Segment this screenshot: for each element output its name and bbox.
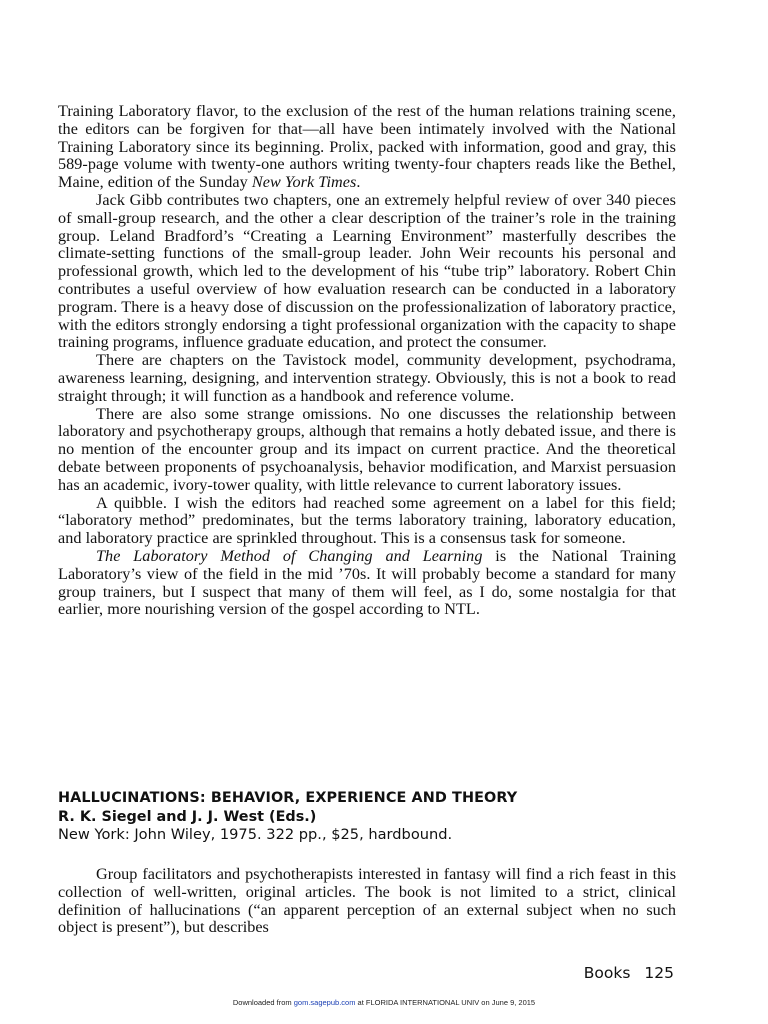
paragraph-text-end: is the National Training Laboratory’s view of the field in the mid ’70s. It will probably become a standard for many group trainers, but I suspect that many of them will feel, as I do, some nostalgia for that earlier, more nourishing version of the gospel according to NTL.: [58, 546, 676, 619]
page-footer-folio: [584, 964, 674, 982]
download-suffix: at FLORIDA INTERNATIONAL UNIV on June 9, 2015: [355, 998, 536, 1007]
download-notice: [0, 998, 768, 1007]
section-label: Books: [583, 964, 631, 982]
review-body-previous: [58, 103, 676, 619]
review-book-title: HALLUCINATIONS: BEHAVIOR, EXPERIENCE AND THEORY: [58, 790, 518, 806]
paragraph-text: A quibble. I wish the editors had reached some agreement on a label for this field; “laboratory method” predominates, but the terms laboratory training, laboratory education, and laboratory practice are sprinkled throughout. This is a consensus task for someone.: [58, 493, 676, 548]
download-prefix: Downloaded from: [232, 998, 294, 1007]
paragraph-5: [58, 495, 676, 548]
paragraph-4: [58, 406, 676, 495]
source-link[interactable]: gom.sagepub.com: [293, 998, 356, 1007]
paragraph-text: Jack Gibb contributes two chapters, one an extremely helpful review of over 340 pieces of small-group research, and the other a clear description of the trainer’s role in the training group. Leland Bradford’s “Creating a Learning Environment” masterfully describes the climate-setting functions of the small-group leader. John Weir recounts his personal and professional growth, which led to the development of his “tube trip” laboratory. Robert Chin contributes a useful overview of how evaluation research can be conducted in a laboratory program. There is a heavy dose of discussion on the professionalization of laboratory practice, with the editors strongly endorsing a tight professional organization with the capacity to shape training programs, influence graduate education, and protect the consumer.: [58, 190, 676, 352]
review-book-editors: R. K. Siegel and J. J. West (Eds.): [58, 808, 317, 825]
review-publication-info: New York: John Wiley, 1975. 322 pp., $25, hardbound.: [58, 826, 453, 843]
book-title-italic: The Laboratory Method of Changing and Learning: [96, 546, 483, 565]
paragraph-6: [58, 548, 676, 619]
paragraph-1: [58, 103, 676, 192]
paragraph-text: There are also some strange omissions. No one discusses the relationship between laboratory and psychotherapy groups, although that remains a hotly debated issue, and there is no mention of the encounter group and its impact on current practice. And the theoretical debate between proponents of psychoanalysis, behavior modification, and Marxist persuasion has an academic, ivory-tower quality, with little relevance to current laboratory issues.: [58, 404, 676, 494]
page-number: 125: [644, 964, 674, 982]
paragraph-text: Training Laboratory flavor, to the exclusion of the rest of the human relations training scene, the editors can be forgiven for that—all have been intimately involved with the National Training Laboratory since its beginning. Prolix, packed with information, good and gray, this 589-page volume with twenty-one authors writing twenty-four chapters reads like the Bethel, Maine, edition of the Sunday: [58, 102, 676, 192]
paragraph-7: Group facilitators and psychotherapists interested in fantasy will find a rich feast in this collection of well-written, original articles. The book is not limited to a strict, clinical definition of hallucinations (“an apparent perception of an external subject when no such object is present”), but describes: [58, 865, 676, 937]
paragraph-2: [58, 192, 676, 352]
paragraph-text-end: .: [356, 173, 361, 192]
review-body-next: [58, 866, 676, 937]
newspaper-title-italic: New York Times: [251, 173, 357, 192]
review-heading-block: [58, 789, 676, 845]
paragraph-text: There are chapters on the Tavistock model, community development, psychodrama, awareness learning, designing, and intervention strategy. Obviously, this is not a book to read straight through; it will function as a handbook and reference volume.: [58, 351, 676, 405]
paragraph-3: [58, 352, 676, 405]
